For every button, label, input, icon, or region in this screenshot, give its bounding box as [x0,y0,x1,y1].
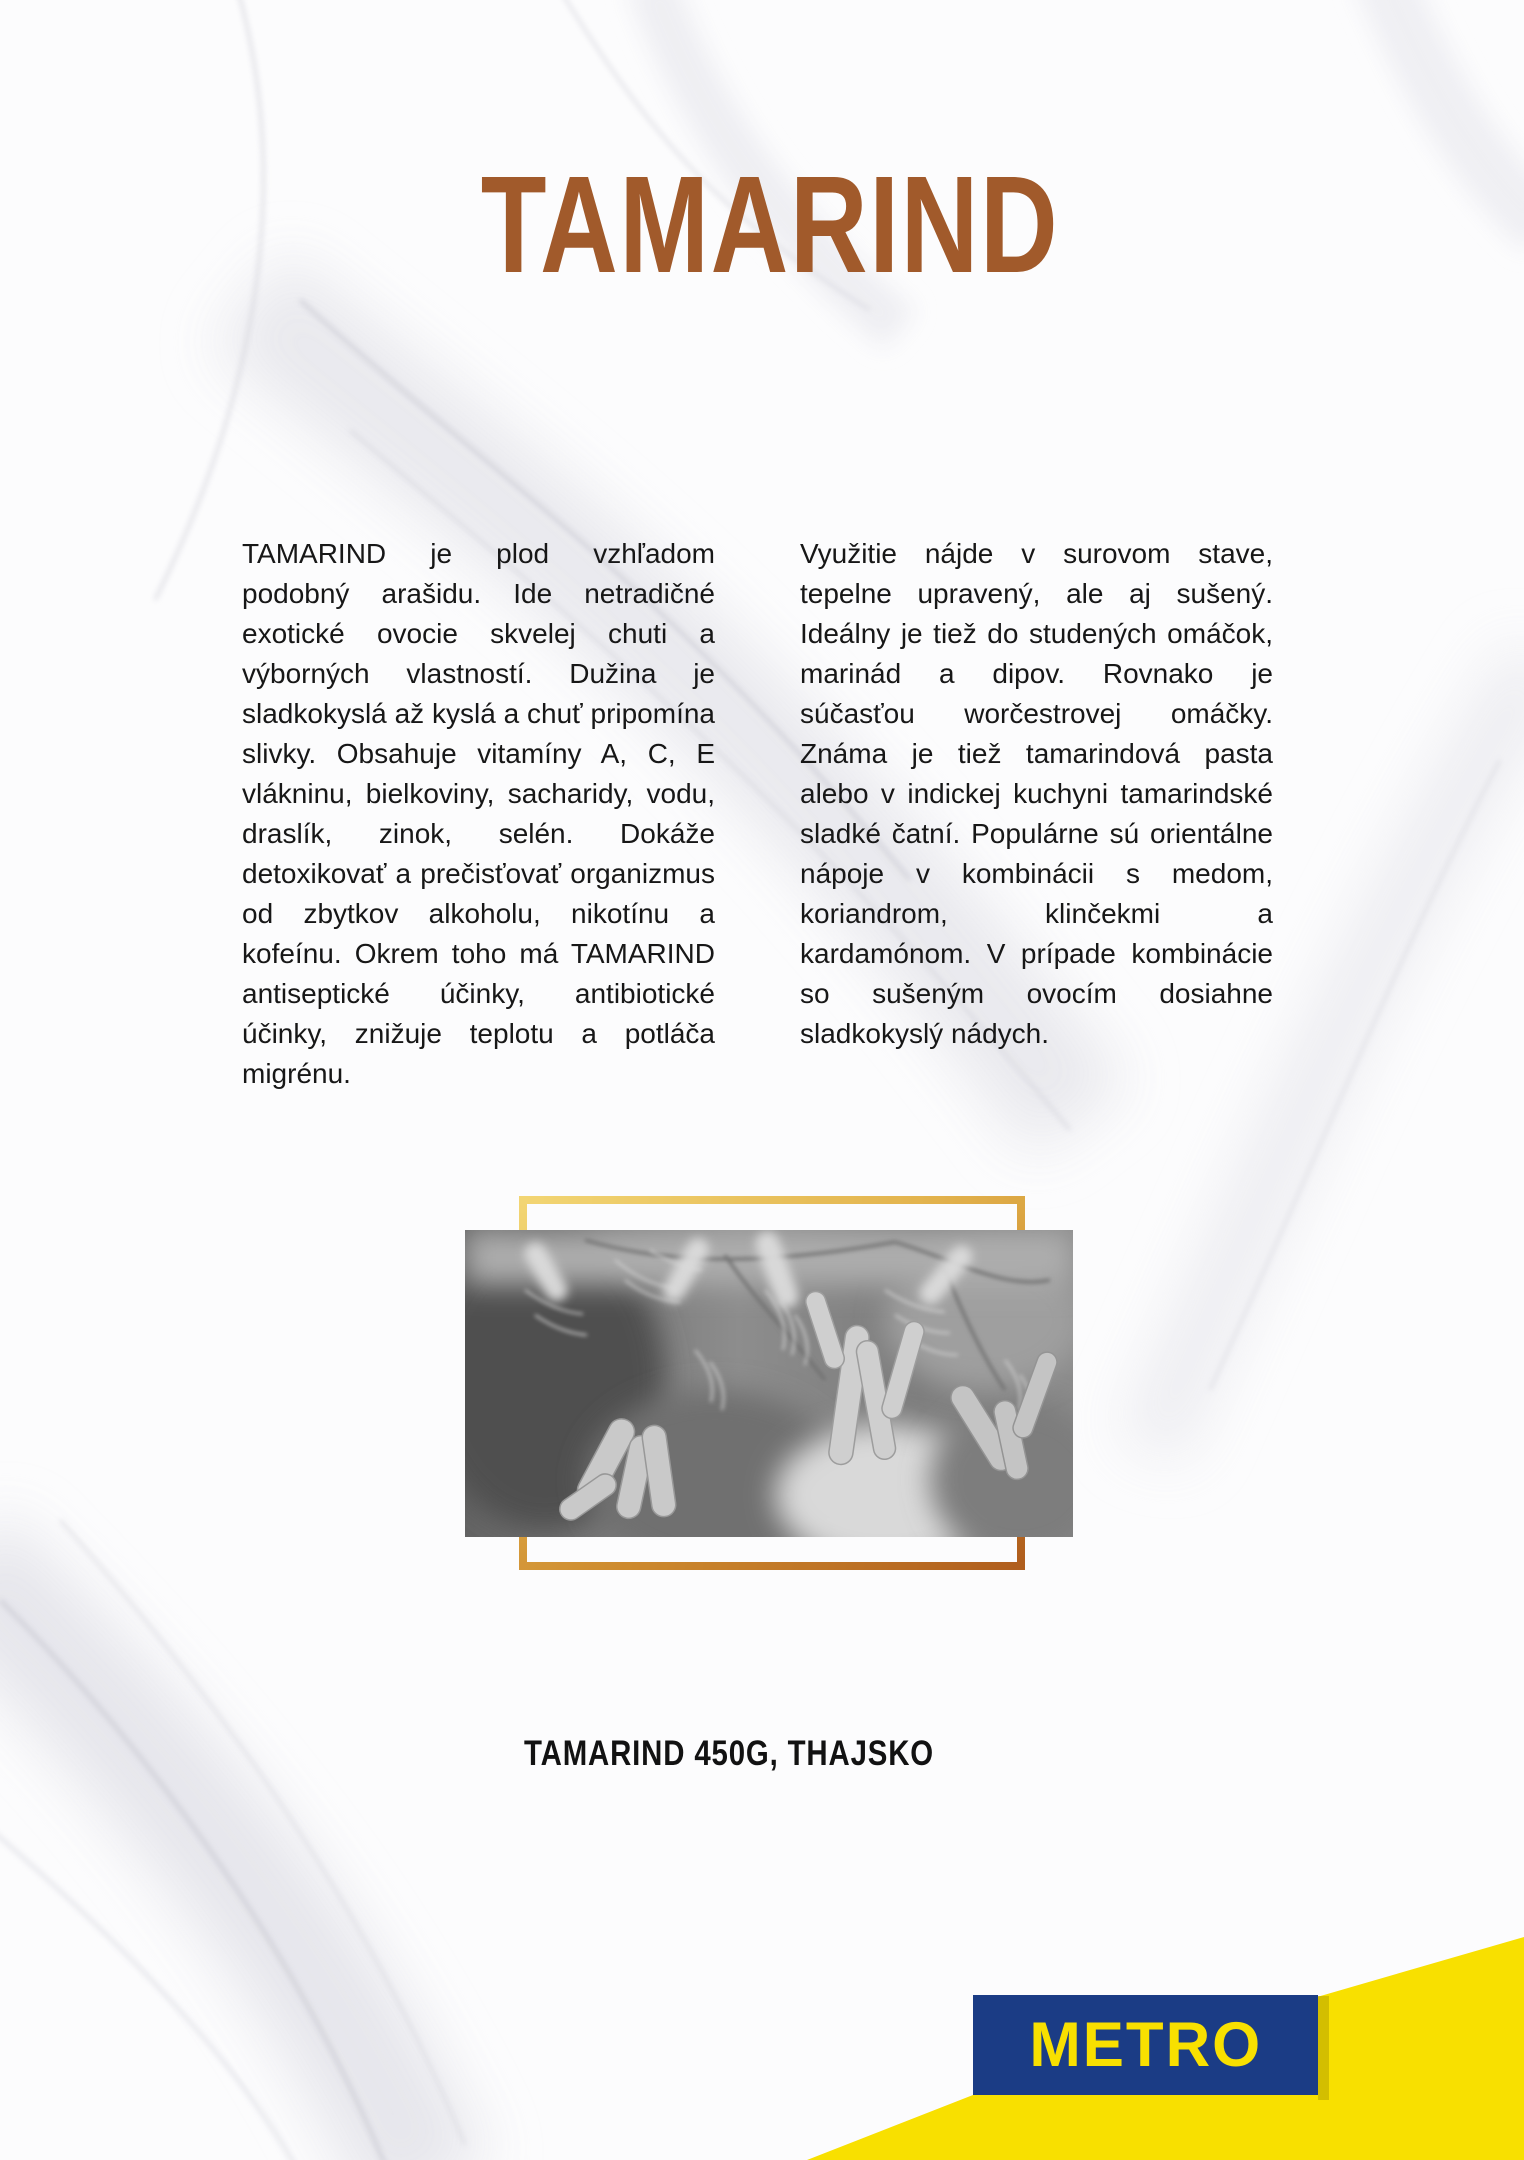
metro-logo-box [973,1995,1318,2095]
metro-logo-text: METRO [1029,2010,1262,2080]
article-column-right: Využitie nájde v surovom stave, tepelne upravený, ale aj sušený. Ideálny je tiež do studených omáčok, marinád a dipov. Rovnako je súčasťou worčestrovej omáčky. Známa je tiež tamarindová pasta alebo v indickej kuchyni tamarindské sladké čatní. Populárne sú orientálne nápoje v kombinácii s medom, koriandrom, klinčekmi a kardamónom. V prípade kombinácie so sušeným ovocím dosiahne sladkokyslý nádych. [800,538,1273,1049]
article-column-left: TAMARIND je plod vzhľadom podobný arašidu. Ide netradičné exotické ovocie skvelej chuti a výborných vlastností. Dužina je sladkokyslá až kyslá a chuť pripomína slivky. Obsahuje vitamíny A, C, E vlákninu, bielkoviny, sacharidy, vodu, draslík, zinok, selén. Dokáže detoxikovať a prečisťovať organizmus od zbytkov alkoholu, nikotínu a kofeínu. Okrem toho má TAMARIND antiseptické účinky, antibiotické účinky, znižuje teplotu a potláča migrénu. [242,538,715,1089]
page-title: TAMARIND [480,148,1060,302]
product-label: TAMARIND 450G, THAJSKO [524,1734,934,1773]
metro-logo-shadow [1318,1996,1329,2100]
